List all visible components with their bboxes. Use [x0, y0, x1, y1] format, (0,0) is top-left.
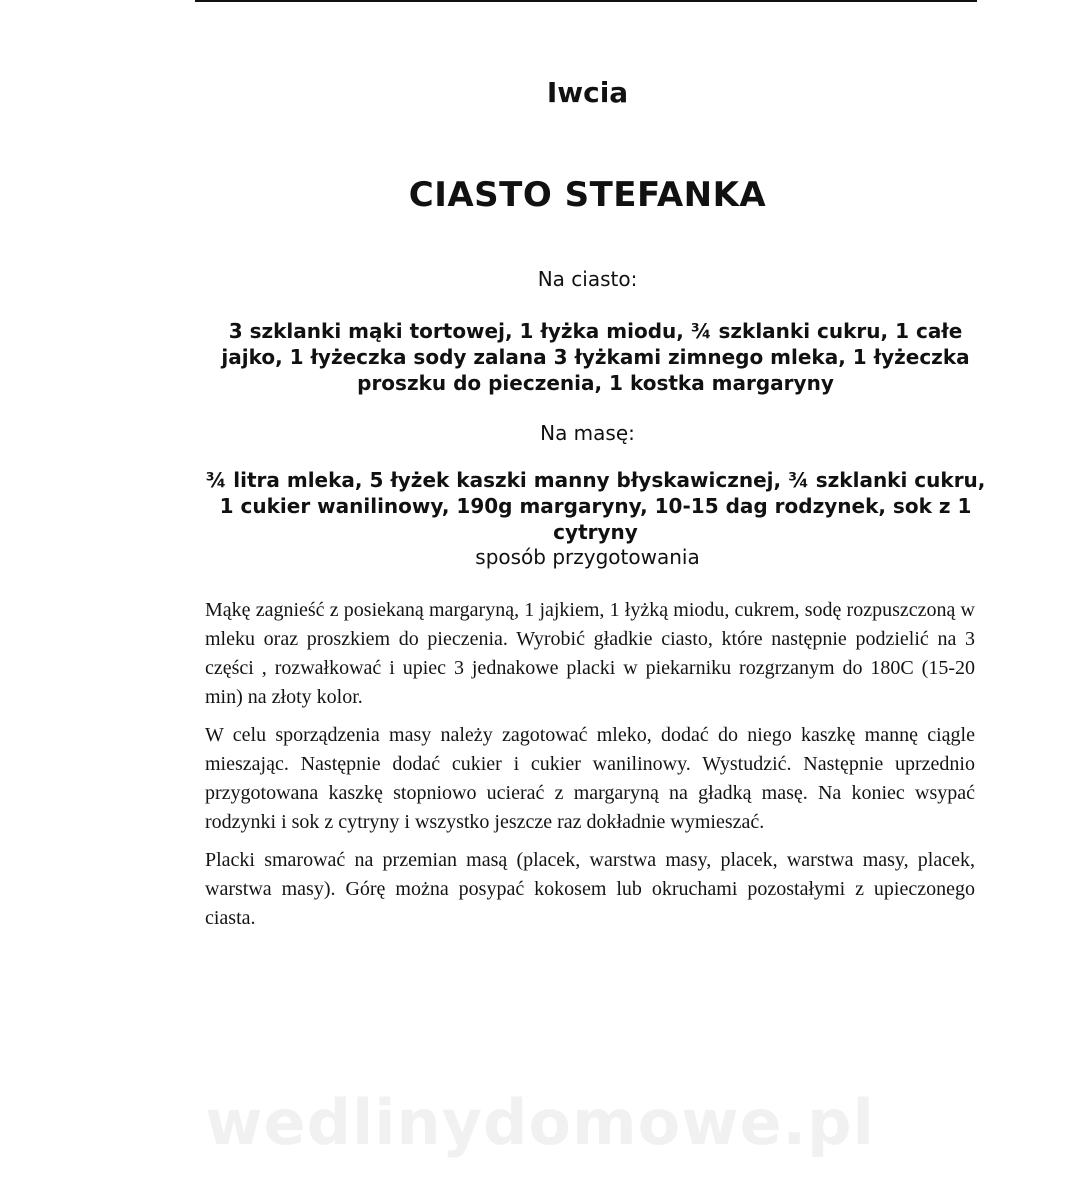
- mass-ingredients: ¾ litra mleka, 5 łyżek kaszki manny błyskawicznej, ¾ szklanki cukru, 1 cukier wanilinowy, 190g margaryny, 10-15 dag rodzynek, sok z 1 cytryny: [205, 468, 986, 544]
- method-text: [205, 596, 975, 942]
- mass-heading: Na masę:: [540, 421, 635, 445]
- watermark: wedlinydomowe.pl: [205, 1086, 875, 1159]
- method-heading: sposób przygotowania: [475, 545, 700, 569]
- method-paragraph: Mąkę zagnieść z posiekaną margaryną, 1 jajkiem, 1 łyżką miodu, cukrem, sodę rozpuszczoną w mleku oraz proszkiem do pieczenia. Wyrobić gładkie ciasto, które następnie podzielić na 3 części , rozwałkować i upiec 3 jednakowe placki w piekarniku rozgrzanym do 180C (15-20 min) na złoty kolor.: [205, 599, 975, 708]
- method-paragraph: W celu sporządzenia masy należy zagotować mleko, dodać do niego kaszkę mannę ciągle mieszając. Następnie dodać cukier i cukier wanilinowy. Wystudzić. Następnie uprzednio przygotowana kaszkę stopniowo ucierać z margaryną na gładką masę. Na koniec wsypać rodzynki i sok z cytryny i wszystko jeszcze raz dokładnie wymieszać.: [205, 724, 975, 833]
- recipe-title: CIASTO STEFANKA: [408, 175, 767, 215]
- method-paragraph: Placki smarować na przemian masą (placek, warstwa masy, placek, warstwa masy, placek, warstwa masy). Górę można posypać kokosem lub okruchami pozostałymi z upieczonego ciasta.: [205, 849, 975, 929]
- dough-heading: Na ciasto:: [537, 267, 638, 291]
- dough-ingredients: 3 szklanki mąki tortowej, 1 łyżka miodu, ¾ szklanki cukru, 1 całe jajko, 1 łyżeczka sody zalana 3 łyżkami zimnego mleka, 1 łyżeczka proszku do pieczenia, 1 kostka margaryny: [221, 319, 970, 395]
- top-rule: [195, 0, 977, 2]
- author-name: Iwcia: [546, 76, 629, 109]
